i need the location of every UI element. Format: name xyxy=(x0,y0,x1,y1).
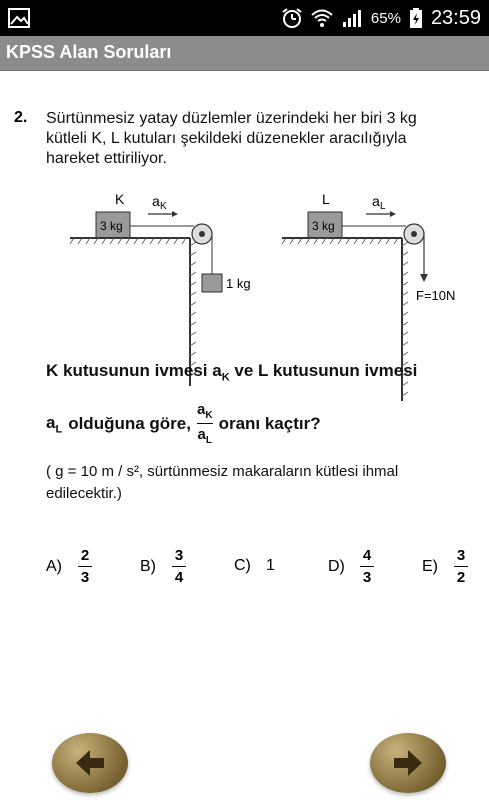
acc-k-letter: a xyxy=(152,193,160,209)
arrow-right-icon xyxy=(390,745,426,781)
gallery-icon xyxy=(8,8,30,28)
ask-line-1-text-b: ve L kutusunun ivmesi xyxy=(234,361,418,380)
pulley-k-axle xyxy=(199,231,205,237)
box-l-mass: 3 kg xyxy=(312,219,335,233)
ask-line-1-var: $a_K$ xyxy=(212,361,230,384)
question-note xyxy=(46,461,476,505)
hanging-mass-label: 1 kg xyxy=(226,276,251,291)
option-c-label: C) xyxy=(234,557,251,574)
setup-k xyxy=(70,191,251,386)
arrow-left-icon xyxy=(72,745,108,781)
app-title: KPSS Alan Soruları xyxy=(6,42,172,62)
acc-l-arrowhead xyxy=(390,211,396,217)
option-d-label: D) xyxy=(328,557,345,575)
ask-line-2-text-a: olduğuna göre, xyxy=(68,413,191,433)
option-a-label: A) xyxy=(46,557,62,575)
pulley-l-axle xyxy=(411,231,417,237)
battery-icon xyxy=(409,7,423,29)
box-l-letter: L xyxy=(322,191,330,207)
question-ask xyxy=(46,361,466,446)
intro-line-1: Sürtünmesiz yatay düzlemler üzerindeki her biri 3 kg xyxy=(46,110,417,127)
wifi-icon xyxy=(311,8,333,28)
option-e-value: $\frac{3}{2}$ xyxy=(454,547,468,586)
option-b-label: B) xyxy=(140,557,156,575)
ratio-fraction xyxy=(197,401,213,446)
option-a[interactable] xyxy=(46,547,92,586)
option-e-label: E) xyxy=(422,557,438,575)
signal-icon xyxy=(341,8,363,28)
ask-line-1-text-a: K kutusunun ivmesi xyxy=(46,361,208,380)
question-content xyxy=(0,71,489,800)
ratio-numerator: $a_K$ xyxy=(196,401,213,422)
clock-time: 23:59 xyxy=(430,6,481,29)
option-a-value: $\frac{2}{3}$ xyxy=(78,547,92,586)
option-b-value: $\frac{3}{4}$ xyxy=(172,547,186,586)
note-line-2: edilecektir.) xyxy=(46,485,122,502)
box-k-mass: 3 kg xyxy=(100,219,123,233)
option-c[interactable] xyxy=(234,557,275,575)
app-title-bar xyxy=(0,36,489,71)
question-number: 2. xyxy=(14,109,28,126)
option-d[interactable] xyxy=(328,547,374,586)
option-b[interactable] xyxy=(140,547,186,586)
ask-line-1 xyxy=(46,361,466,383)
question-intro xyxy=(46,109,466,169)
box-k-letter: K xyxy=(115,191,125,207)
force-arrowhead xyxy=(420,274,428,282)
acc-k-arrowhead xyxy=(172,211,178,217)
alarm-icon xyxy=(281,7,303,29)
note-line-1: ( g = 10 m / s², sürtünmesiz makaraların kütlesi ihmal xyxy=(46,463,399,480)
option-e[interactable] xyxy=(422,547,468,586)
status-bar xyxy=(0,0,489,36)
intro-line-3: hareket ettiriliyor. xyxy=(46,150,167,167)
ask-line-2-text-b: oranı kaçtır? xyxy=(218,413,321,433)
option-c-value: 1 xyxy=(266,557,275,574)
answer-options xyxy=(46,547,476,597)
force-label: F=10N xyxy=(416,288,456,303)
acc-l-sub: L xyxy=(380,201,386,212)
acc-k-sub: K xyxy=(160,201,167,212)
ask-line-2 xyxy=(46,401,466,446)
hanging-mass xyxy=(202,274,222,292)
ratio-denominator: $a_L$ xyxy=(197,426,212,447)
ask-line-2-var: $a_L$ xyxy=(46,412,63,436)
acc-l-letter: a xyxy=(372,193,380,209)
next-button[interactable] xyxy=(370,733,446,793)
option-d-value: $\frac{4}{3}$ xyxy=(360,547,374,586)
back-button[interactable] xyxy=(52,733,128,793)
intro-line-2: kütleli K, L kutuları şekildeki düzenekler aracılığıyla xyxy=(46,130,407,147)
battery-percent: 65% xyxy=(370,9,401,27)
